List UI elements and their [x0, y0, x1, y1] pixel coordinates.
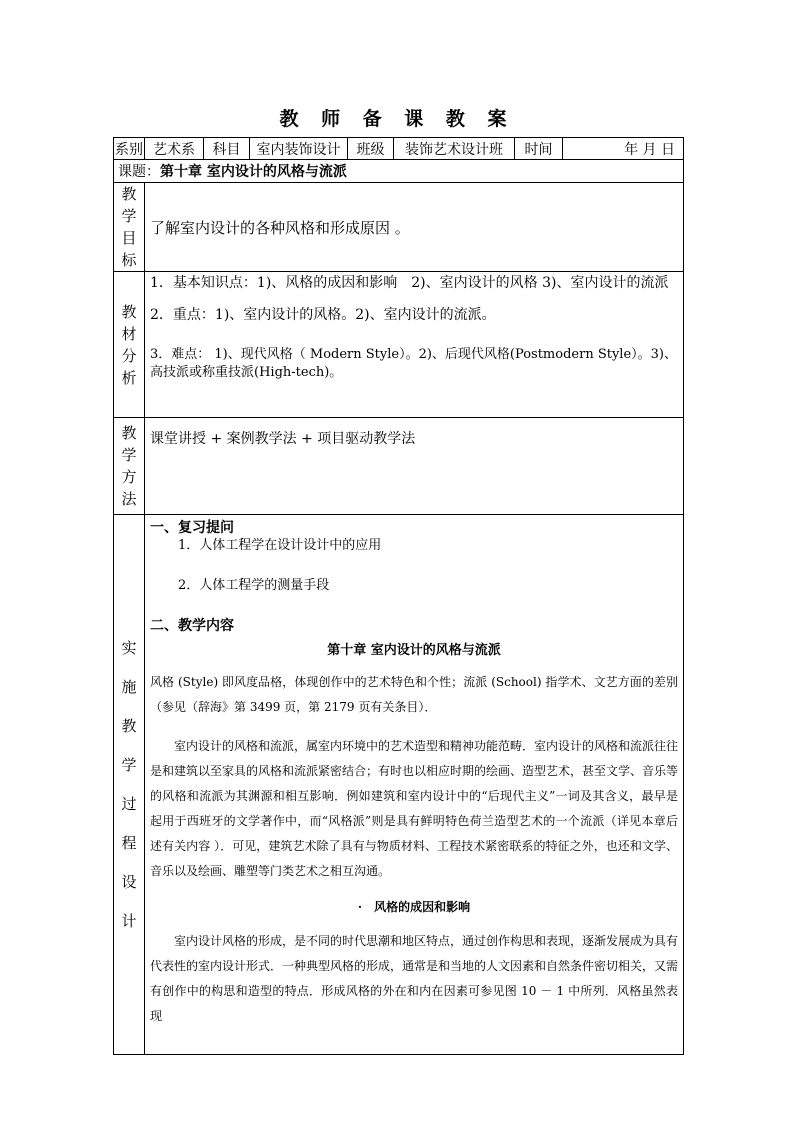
- topic-value: 第十章 室内设计的风格与流派: [160, 164, 347, 180]
- review-item-2: 2．人体工程学的测量手段: [178, 578, 330, 593]
- methods-row: [114, 418, 684, 515]
- time-label: 时间: [515, 138, 563, 160]
- header-row: [114, 138, 684, 160]
- implementation-label: 实 施 教 学 过 程 设 计: [114, 515, 145, 1055]
- analysis-point-1: 1．基本知识点：1)、风格的成因和影响 2)、室内设计的风格 3)、室内设计的流派: [150, 275, 669, 291]
- paragraph-style-definition: 风格 (Style) 即风度品格，体现创作中的艺术特色和个性；流派 (School) 指学术、文艺方面的差别（参见（辞海》第 3499 页，第 2179 页有关条目）．: [150, 675, 678, 714]
- topic-row: [114, 160, 684, 183]
- class-label: 班级: [348, 138, 394, 160]
- paragraph-style-and-school: 室内设计的风格和流派，属室内环境中的艺术造型和精神功能范畴．室内设计的风格和流派往往是和建筑以至家具的风格和流派紧密结合；有时也以相应时期的绘画、造型艺术，甚至文学、音乐等的风格和流派为其渊源和相互影响．例如建筑和室内设计中的“后现代主义”一词及其含义，最早是起用于西班牙的文学著作中，而“风格派”则是具有鲜明特色荷兰造型艺术的一个流派（详见本章后述有关内容 ）．可见，建筑艺术除了具有与物质材料、工程技术紧密联系的特征之外，也还和文学、音乐以及绘画、雕塑等门类艺术之相互沟通。: [150, 739, 678, 878]
- implementation-content: [145, 515, 684, 1055]
- paragraph-style-formation: 室内设计风格的形成，是不同的时代思潮和地区特点，通过创作构思和表现，逐渐发展成为具有代表性的室内设计形式．一种典型风格的形成，通常是和当地的人文因素和自然条件密切相关，又需有创作中的构思和造型的特点．形成风格的外在和内在因素可参见图 10 － 1 中所列．风格虽然表现: [150, 934, 678, 1023]
- subject-label: 科目: [204, 138, 250, 160]
- topic-cell: [114, 160, 684, 183]
- subject-value: 室内装饰设计: [250, 138, 348, 160]
- dept-label: 系别: [114, 138, 145, 160]
- analysis-point-3: 3．难点： 1)、现代风格（ Modern Style）。2)、后现代风格(Postmodern Style）。3)、高技派或称重技派(High-tech)。: [150, 347, 677, 380]
- chapter-title: 第十章 室内设计的风格与流派: [327, 643, 501, 658]
- review-item-1: 1．人体工程学在设计设计中的应用: [178, 538, 382, 553]
- subheading-style-origin: · 风格的成因和影响: [357, 900, 471, 914]
- dept-value: 艺术系: [145, 138, 204, 160]
- content-heading: 二、教学内容: [150, 618, 234, 634]
- methods-label: 教 学 方 法: [114, 418, 145, 515]
- class-value: 装饰艺术设计班: [394, 138, 515, 160]
- analysis-content: [145, 272, 684, 418]
- methods-text: 课堂讲授 + 案例教学法 + 项目驱动教学法: [145, 418, 684, 515]
- review-heading: 一、复习提问: [150, 520, 234, 536]
- lesson-plan-table: [113, 137, 684, 1055]
- analysis-row: [114, 272, 684, 418]
- analysis-label: 教 材 分 析: [114, 272, 145, 418]
- goal-text: 了解室内设计的各种风格和形成原因 。: [145, 183, 684, 272]
- goal-row: [114, 183, 684, 272]
- topic-label: 课题：: [118, 164, 160, 180]
- implementation-row: [114, 515, 684, 1055]
- document-title: 教 师 备 课 教 案: [279, 108, 515, 130]
- goal-label: 教 学 目 标: [114, 183, 145, 272]
- time-value: 年 月 日: [563, 138, 684, 160]
- analysis-point-2: 2．重点：1)、室内设计的风格。2)、室内设计的流派。: [150, 307, 496, 323]
